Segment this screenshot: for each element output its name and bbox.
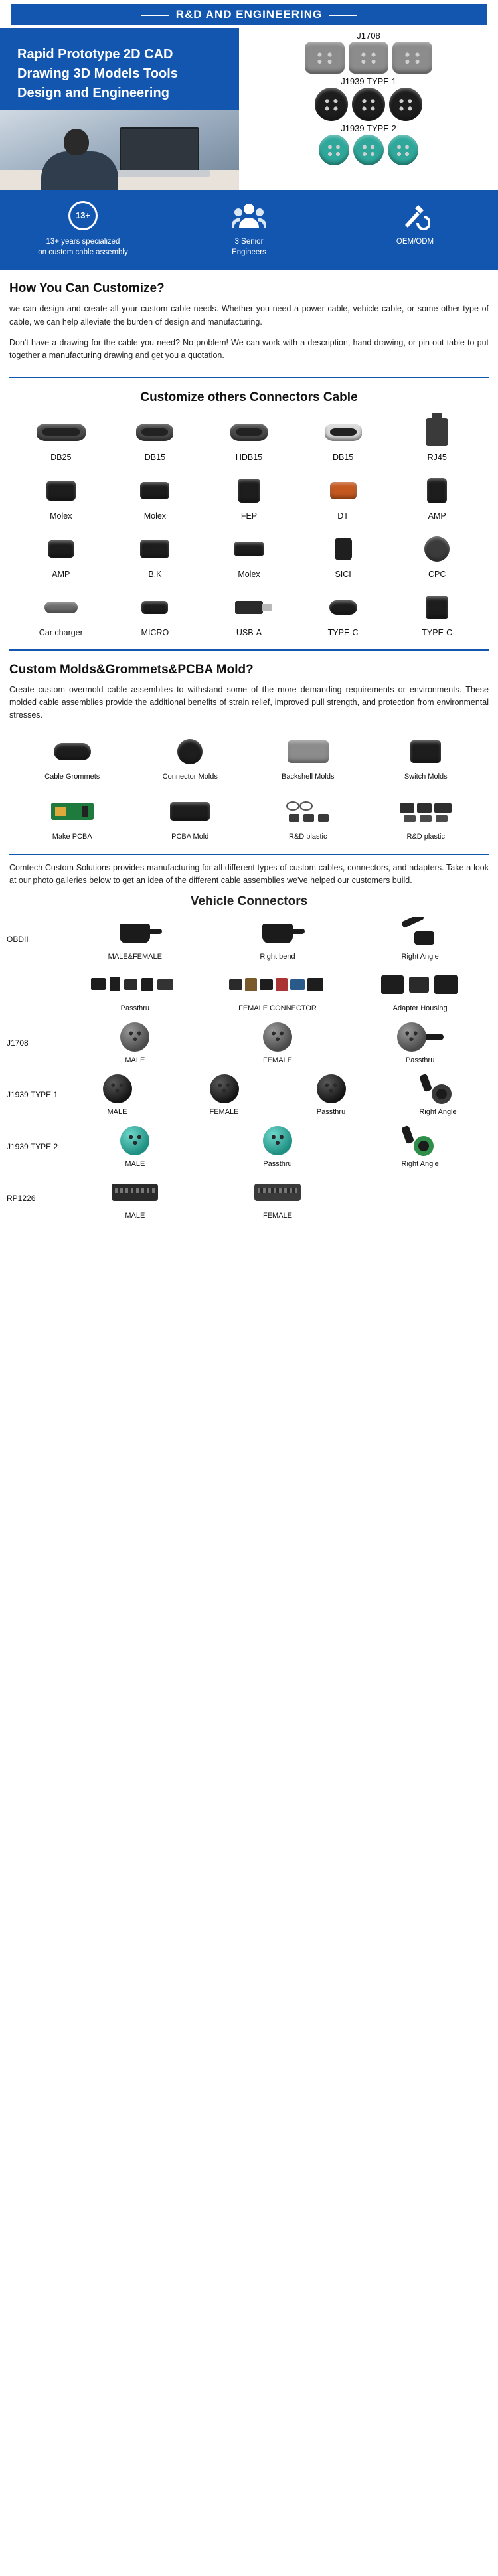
hero-headline: Rapid Prototype 2D CAD Drawing 3D Models Tools Design and Engineering — [17, 47, 178, 100]
connector-cell — [390, 587, 483, 643]
vehicle-row-obdii — [0, 913, 498, 965]
vehicle-item — [349, 914, 491, 965]
j1939t2-connector-1 — [319, 135, 349, 165]
mold-cell — [133, 730, 248, 787]
banner-dash-left-icon — [141, 15, 169, 16]
connector-cell — [203, 528, 295, 584]
pin-detail — [109, 1080, 125, 1097]
rd-plastic-icon-2 — [369, 790, 484, 833]
pin-detail — [359, 140, 378, 159]
mold-cell — [133, 790, 248, 847]
mold-cell — [250, 730, 366, 787]
plug-shape — [238, 479, 260, 503]
hero-group-row — [239, 88, 498, 121]
vehicle-item — [207, 1121, 349, 1172]
hero-group-title: J1708 — [357, 31, 380, 40]
round-connector-shape — [263, 1022, 292, 1052]
round-connector-shape — [120, 1126, 149, 1155]
fep-connector-icon — [203, 470, 295, 511]
connector-cell — [15, 470, 108, 526]
hero-left-panel — [0, 28, 239, 190]
j1708-connector-1 — [305, 42, 345, 74]
type-c-icon — [297, 587, 390, 628]
j1939t2-passthru-icon — [207, 1121, 349, 1160]
connector-cell — [109, 528, 202, 584]
connector-label: TYPE-C — [422, 627, 453, 637]
molex-connector-icon-3 — [203, 528, 295, 570]
connector-cell — [203, 470, 295, 526]
j1939t1-right-angle-icon — [384, 1070, 491, 1108]
obd-shape — [262, 924, 293, 943]
molds-grid — [9, 730, 489, 847]
vehicle-row-j1708 — [0, 1016, 498, 1068]
amp-connector-icon — [390, 470, 483, 511]
hero-group-row — [239, 42, 498, 74]
vehicle-row-housings — [0, 965, 498, 1016]
vehicle-item — [278, 1070, 384, 1120]
grommet-shape — [54, 743, 91, 760]
connector-cell — [390, 470, 483, 526]
customize-section — [0, 270, 498, 374]
j1939t2-connector-2 — [353, 135, 384, 165]
vehicle-item-label: Passthru — [405, 1056, 435, 1064]
cpc-connector-icon — [390, 528, 483, 570]
connector-label: FEP — [240, 511, 258, 521]
hero-connector-group-1 — [239, 76, 498, 121]
vehicle-item-label: FEMALE — [209, 1107, 239, 1116]
dsub-shape — [325, 424, 362, 441]
j1939t1-connector-2 — [352, 88, 385, 121]
vehicle-row-items — [64, 1121, 491, 1172]
obd-shape — [120, 924, 150, 943]
vehicle-item — [171, 1070, 278, 1120]
cable-tail-shape — [424, 1034, 444, 1040]
feature-engineers — [166, 201, 332, 258]
connector-cell — [297, 470, 390, 526]
vehicle-row-label: J1708 — [7, 1038, 29, 1048]
obdii-male-female-icon — [64, 914, 206, 953]
connector-label: USB-A — [236, 627, 262, 637]
round-connector-shape — [397, 1022, 426, 1052]
molds-section — [0, 651, 498, 851]
person-body-shape — [41, 151, 118, 190]
female-connector-icon — [207, 966, 349, 1005]
j1708-female-icon — [207, 1018, 349, 1056]
pin-detail — [270, 1028, 286, 1045]
plug-shape — [424, 536, 450, 562]
molex-connector-icon — [15, 470, 108, 511]
feature-engineers-line1: 3 Senior — [234, 238, 264, 246]
plug-shape — [235, 601, 263, 614]
hero-section — [0, 28, 498, 190]
person-head-shape — [64, 129, 89, 155]
round-connector-shape — [103, 1074, 132, 1103]
sici-connector-icon — [297, 528, 390, 570]
pin-detail — [395, 94, 416, 115]
vehicle-row-label: J1939 TYPE 2 — [7, 1141, 58, 1151]
vehicle-row-label: OBDII — [7, 934, 29, 944]
mold-label: R&D plastic — [289, 832, 327, 841]
pin-detail — [393, 140, 412, 159]
feature-years-line1: 13+ years specialized — [46, 238, 120, 246]
connector-mold-icon — [133, 730, 248, 773]
plug-shape — [140, 482, 169, 499]
pin-detail — [127, 1132, 143, 1149]
plug-shape — [330, 482, 357, 499]
obdii-right-angle-icon — [349, 914, 491, 953]
vehicle-item-label: Right Angle — [401, 952, 439, 961]
pcb-shape — [51, 803, 94, 820]
connector-cell — [109, 412, 202, 467]
pin-detail — [312, 48, 337, 68]
connector-label: AMP — [428, 511, 446, 521]
connector-cell — [390, 412, 483, 467]
backshell-mold-icon — [250, 730, 366, 773]
connector-label: Molex — [143, 511, 167, 521]
vehicle-item — [207, 1018, 349, 1068]
engineers-icon — [166, 201, 332, 231]
j1939t1-connector-3 — [389, 88, 422, 121]
make-pcba-icon — [15, 790, 130, 833]
connector-mold-shape — [177, 739, 203, 764]
feature-years — [0, 201, 166, 258]
vehicle-row-j1939-type2 — [0, 1120, 498, 1172]
vehicle-item — [349, 1121, 491, 1172]
j1939t1-passthru-icon — [278, 1070, 384, 1108]
vehicle-item-label: Adapter Housing — [392, 1004, 448, 1012]
j1708-passthru-icon — [349, 1018, 491, 1056]
plug-shape — [48, 540, 74, 558]
connector-label: Car charger — [39, 627, 83, 637]
customize-paragraph-2: Don't have a drawing for the cable you need? No problem! We can work with a description, hand drawing, or pin-out table to put together a manufacturing drawing and get you a quotation. — [9, 337, 489, 361]
mold-label: Cable Grommets — [44, 772, 100, 781]
plug-shape — [427, 478, 447, 503]
vehicle-item-label: Passthru — [120, 1004, 150, 1012]
dsub-shape — [136, 424, 173, 441]
mold-label: Switch Molds — [404, 772, 448, 781]
vehicle-item — [384, 1070, 491, 1120]
pcba-mold-icon — [133, 790, 248, 833]
vehicle-row-rp1226 — [0, 1172, 498, 1224]
hdb15-connector-icon — [203, 412, 295, 453]
round-connector-shape — [317, 1074, 346, 1103]
passthru-housing-icon — [64, 966, 206, 1005]
connector-label: SICI — [335, 569, 351, 579]
hero-connector-group-0 — [239, 31, 498, 74]
connector-label: TYPE-C — [327, 627, 359, 637]
top-banner — [0, 0, 498, 28]
vehicle-heading: Vehicle Connectors — [190, 894, 308, 908]
connector-cell — [109, 587, 202, 643]
feature-engineers-line2: Engineers — [232, 248, 266, 257]
customize-heading: How You Can Customize? — [9, 282, 165, 296]
cable-grommet-icon — [15, 730, 130, 773]
connector-label: DT — [337, 511, 349, 521]
plug-shape — [141, 601, 168, 614]
plug-shape — [335, 538, 352, 560]
features-strip — [0, 190, 498, 270]
car-charger-icon — [15, 587, 108, 628]
db25-connector-icon — [15, 412, 108, 453]
rj45-shape — [426, 418, 448, 446]
db15-white-connector-icon — [297, 412, 390, 453]
pin-detail — [216, 1080, 232, 1097]
vehicle-item — [64, 914, 206, 965]
pin-detail — [400, 48, 425, 68]
connector-cell — [15, 412, 108, 467]
connector-label: RJ45 — [427, 452, 447, 462]
oem-tools-icon — [332, 201, 498, 231]
vehicle-item — [349, 966, 491, 1016]
pin-detail — [358, 94, 379, 115]
connector-cell — [297, 587, 390, 643]
j1708-male-icon — [64, 1018, 206, 1056]
vehicle-item-label: Right bend — [260, 952, 295, 961]
solutions-note-section — [0, 855, 498, 890]
connector-cell — [390, 528, 483, 584]
vehicle-row-j1939-type1 — [0, 1068, 498, 1120]
connector-cell — [297, 412, 390, 467]
backshell-shape — [288, 740, 329, 763]
connectors-grid — [9, 412, 489, 643]
connector-cell — [109, 470, 202, 526]
db15-connector-icon — [109, 412, 202, 453]
vehicle-item-label: Passthru — [263, 1159, 292, 1168]
connector-cell — [15, 587, 108, 643]
vehicle-row-items — [64, 966, 491, 1016]
rp1226-shape — [254, 1184, 301, 1201]
hero-photo — [0, 110, 239, 190]
pin-detail — [323, 1080, 339, 1097]
connector-label: DB25 — [50, 452, 72, 462]
rj45-connector-icon — [390, 412, 483, 453]
round-connector-shape — [120, 1022, 149, 1052]
j1708-connector-2 — [349, 42, 388, 74]
vehicle-item-label: FEMALE CONNECTOR — [238, 1004, 317, 1012]
plug-shape — [234, 542, 264, 556]
vehicle-item — [64, 1121, 206, 1172]
connector-label: DB15 — [144, 452, 166, 462]
vehicle-item-label: FEMALE — [262, 1056, 292, 1064]
connector-cell — [203, 412, 295, 467]
pin-detail — [270, 1132, 286, 1149]
vehicle-item — [64, 1173, 206, 1224]
top-banner-title: R&D AND ENGINEERING — [175, 8, 323, 21]
mold-cell — [15, 730, 130, 787]
vehicle-row-label: J1939 TYPE 1 — [7, 1089, 58, 1099]
mold-label: Connector Molds — [162, 772, 218, 781]
vehicle-item — [64, 1070, 171, 1120]
dsub-shape — [230, 424, 268, 441]
connector-label: Molex — [50, 511, 72, 521]
mold-cell — [369, 790, 484, 847]
j1939t2-right-angle-icon — [349, 1121, 491, 1160]
amp-connector-icon-2 — [15, 528, 108, 570]
hero-connector-group-2 — [239, 123, 498, 165]
vehicle-row-label: RP1226 — [7, 1193, 36, 1203]
rd-plastic-icon — [250, 790, 366, 833]
mold-label: Backshell Molds — [282, 772, 335, 781]
micro-usb-icon — [109, 587, 202, 628]
vehicle-item — [64, 966, 206, 1016]
pcba-mold-shape — [170, 802, 210, 821]
j1939t2-male-icon — [64, 1121, 206, 1160]
connectors-section — [0, 378, 498, 647]
pin-detail — [127, 1028, 143, 1045]
dsub-shape — [37, 424, 86, 441]
vehicle-item-label: MALE&FEMALE — [108, 952, 162, 961]
rp1226-shape — [112, 1184, 158, 1201]
pin-detail — [356, 48, 381, 68]
connector-cell — [297, 528, 390, 584]
connector-label: AMP — [52, 569, 70, 579]
plug-shape — [426, 596, 448, 619]
switch-shape — [410, 740, 441, 763]
connector-label: CPC — [428, 569, 446, 579]
plug-shape — [46, 481, 76, 501]
connector-label: MICRO — [141, 627, 169, 637]
round-connector-shape — [263, 1126, 292, 1155]
pin-detail — [403, 1028, 420, 1045]
switch-mold-icon — [369, 730, 484, 773]
mold-label: PCBA Mold — [171, 832, 209, 841]
customize-paragraph-1: we can design and create all your custom cable needs. Whether you need a power cable, vehicle cable, or some other type of cable, we can help alleviate the burden of design and manufacturing. — [9, 304, 489, 327]
bk-connector-icon — [109, 528, 202, 570]
feature-oem-line1: OEM/ODM — [396, 238, 434, 246]
vehicle-item-label: MALE — [107, 1107, 127, 1116]
plug-shape — [329, 600, 357, 615]
molds-heading: Custom Molds&Grommets&PCBA Mold? — [9, 662, 254, 677]
j1708-connector-3 — [392, 42, 432, 74]
vehicle-item — [207, 966, 349, 1016]
hero-group-row — [239, 135, 498, 165]
page-root — [0, 0, 498, 1224]
rp1226-male-icon — [64, 1173, 206, 1212]
years-badge-text: 13+ — [68, 201, 98, 230]
connector-label: HDB15 — [235, 452, 263, 462]
vehicle-item — [64, 1018, 206, 1068]
feature-years-line2: on custom cable assembly — [38, 248, 128, 257]
banner-dash-right-icon — [329, 15, 357, 16]
vehicle-row-items — [64, 1173, 491, 1224]
mold-cell — [369, 730, 484, 787]
j1939t1-female-icon — [171, 1070, 278, 1108]
vehicle-row-items — [64, 1018, 491, 1068]
laptop-icon — [120, 127, 199, 171]
j1939t1-connector-1 — [315, 88, 348, 121]
hero-group-title: J1939 TYPE 1 — [341, 76, 396, 86]
vehicle-item-label: MALE — [125, 1056, 145, 1064]
vehicle-item-label: Passthru — [316, 1107, 346, 1116]
molds-paragraph: Create custom overmold cable assemblies to withstand some of the more demanding requirements or environments. These molded cable assemblies provide the additional benefits of strain relief, improved pull strength, and protection from environmental stresses. — [9, 684, 489, 720]
pin-detail — [321, 94, 342, 115]
feature-oem — [332, 201, 498, 258]
pin-detail — [324, 140, 343, 159]
connector-cell — [203, 587, 295, 643]
mold-label: Make PCBA — [52, 832, 92, 841]
type-c-screw-icon — [390, 587, 483, 628]
mold-label: R&D plastic — [406, 832, 445, 841]
obdii-right-bend-icon — [207, 914, 349, 953]
usb-a-icon — [203, 587, 295, 628]
vehicle-item-label: Right Angle — [419, 1107, 457, 1116]
mold-cell — [250, 790, 366, 847]
vehicle-row-items — [64, 1070, 491, 1120]
connector-label: DB15 — [332, 452, 354, 462]
vehicle-item-label: FEMALE — [262, 1211, 292, 1220]
hero-group-title: J1939 TYPE 2 — [341, 123, 396, 133]
rp1226-female-icon — [207, 1173, 349, 1212]
plug-shape — [44, 602, 78, 613]
j1939t2-connector-3 — [388, 135, 418, 165]
top-banner-inner — [11, 4, 487, 25]
dt-connector-icon — [297, 470, 390, 511]
connector-label: Molex — [238, 569, 260, 579]
vehicle-item-label: Right Angle — [401, 1159, 439, 1168]
years-badge-icon — [0, 201, 166, 231]
vehicle-item — [207, 914, 349, 965]
vehicle-item-label: MALE — [125, 1159, 145, 1168]
hero-right-panel — [239, 28, 498, 190]
solutions-note-text: Comtech Custom Solutions provides manufacturing for all different types of custom cables, connectors, and adapters. Take a look at our photo galleries below to get an idea of the different cable assemblies we've helped our customers build. — [9, 862, 489, 886]
connector-cell — [15, 528, 108, 584]
mold-cell — [15, 790, 130, 847]
connectors-heading: Customize others Connectors Cable — [140, 390, 358, 404]
round-connector-shape — [210, 1074, 239, 1103]
vehicle-row-items — [64, 914, 491, 965]
j1939t1-male-icon — [64, 1070, 171, 1108]
plug-shape — [140, 540, 169, 558]
adapter-housing-icon — [349, 966, 491, 1005]
vehicle-item — [349, 1018, 491, 1068]
vehicle-item — [207, 1173, 349, 1224]
connector-label: B.K — [148, 569, 162, 579]
molex-connector-icon — [109, 470, 202, 511]
vehicle-item-label: MALE — [125, 1211, 145, 1220]
